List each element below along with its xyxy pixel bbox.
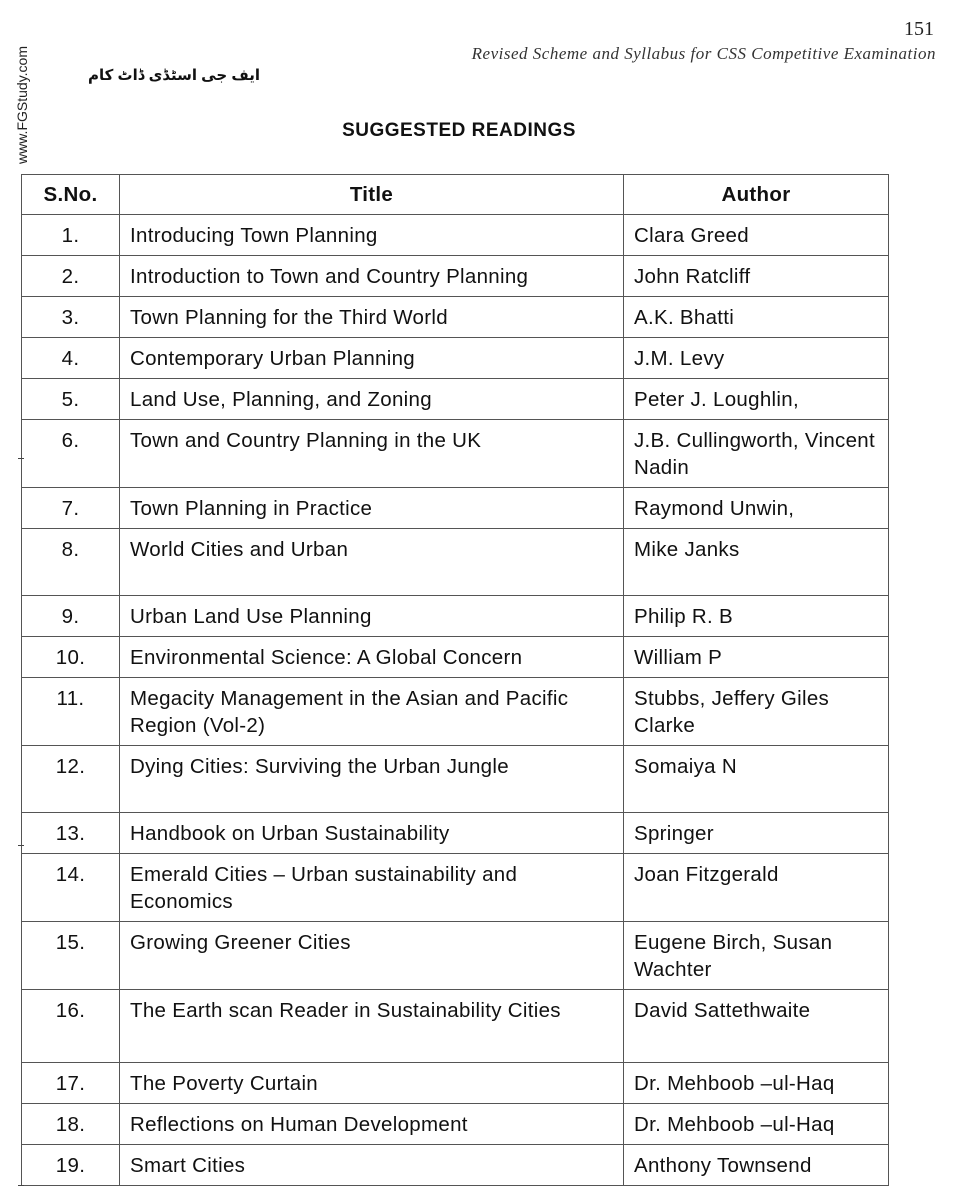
row-sno: 15. <box>22 922 120 990</box>
table-row <box>22 990 889 1063</box>
row-author: David Sattethwaite <box>624 990 889 1063</box>
row-title: Emerald Cities – Urban sustainability and Economics <box>120 854 624 922</box>
table-row <box>22 637 889 678</box>
table-body <box>22 215 889 1186</box>
row-title: World Cities and Urban <box>120 529 624 596</box>
table-row <box>22 854 889 922</box>
row-author: A.K. Bhatti <box>624 297 889 338</box>
row-title: The Poverty Curtain <box>120 1063 624 1104</box>
row-title: Reflections on Human Development <box>120 1104 624 1145</box>
table-row <box>22 746 889 813</box>
margin-tick <box>18 845 24 846</box>
row-sno: 2. <box>22 256 120 297</box>
table-row <box>22 420 889 488</box>
row-sno: 13. <box>22 813 120 854</box>
table-row <box>22 1063 889 1104</box>
row-sno: 10. <box>22 637 120 678</box>
running-header: Revised Scheme and Syllabus for CSS Competitive Examination <box>471 44 936 63</box>
row-author: Dr. Mehboob –ul-Haq <box>624 1063 889 1104</box>
row-title: Handbook on Urban Sustainability <box>120 813 624 854</box>
row-sno: 3. <box>22 297 120 338</box>
row-author: Stubbs, Jeffery Giles Clarke <box>624 678 889 746</box>
row-sno: 12. <box>22 746 120 813</box>
row-title: Growing Greener Cities <box>120 922 624 990</box>
table-row <box>22 813 889 854</box>
row-author: Eugene Birch, Susan Wachter <box>624 922 889 990</box>
table-row <box>22 1145 889 1186</box>
row-sno: 9. <box>22 596 120 637</box>
row-title: Environmental Science: A Global Concern <box>120 637 624 678</box>
row-sno: 16. <box>22 990 120 1063</box>
row-author: Joan Fitzgerald <box>624 854 889 922</box>
row-sno: 17. <box>22 1063 120 1104</box>
table-row <box>22 529 889 596</box>
row-title: Megacity Management in the Asian and Pacific Region (Vol-2) <box>120 678 624 746</box>
row-author: J.M. Levy <box>624 338 889 379</box>
row-sno: 6. <box>22 420 120 488</box>
row-author: Somaiya N <box>624 746 889 813</box>
readings-table <box>21 174 889 1186</box>
table-row <box>22 338 889 379</box>
table-row <box>22 678 889 746</box>
row-author: Clara Greed <box>624 215 889 256</box>
row-author: John Ratcliff <box>624 256 889 297</box>
side-watermark: www.FGStudy.com <box>14 46 30 164</box>
row-title: Contemporary Urban Planning <box>120 338 624 379</box>
row-sno: 19. <box>22 1145 120 1186</box>
row-title: Town Planning in Practice <box>120 488 624 529</box>
row-sno: 8. <box>22 529 120 596</box>
row-author: Philip R. B <box>624 596 889 637</box>
row-author: Dr. Mehboob –ul-Haq <box>624 1104 889 1145</box>
table-row <box>22 379 889 420</box>
row-title: Town and Country Planning in the UK <box>120 420 624 488</box>
table-row <box>22 596 889 637</box>
row-sno: 18. <box>22 1104 120 1145</box>
row-author: Mike Janks <box>624 529 889 596</box>
row-author: Springer <box>624 813 889 854</box>
row-title: Dying Cities: Surviving the Urban Jungle <box>120 746 624 813</box>
row-sno: 7. <box>22 488 120 529</box>
table-header-row <box>22 175 889 215</box>
row-sno: 1. <box>22 215 120 256</box>
row-sno: 5. <box>22 379 120 420</box>
table-row <box>22 1104 889 1145</box>
row-title: Land Use, Planning, and Zoning <box>120 379 624 420</box>
row-title: Introducing Town Planning <box>120 215 624 256</box>
row-author: Raymond Unwin, <box>624 488 889 529</box>
column-header-sno: S.No. <box>22 175 120 215</box>
table-row <box>22 922 889 990</box>
row-author: J.B. Cullingworth, Vincent Nadin <box>624 420 889 488</box>
column-header-author: Author <box>624 175 889 215</box>
row-title: Town Planning for the Third World <box>120 297 624 338</box>
table-row <box>22 488 889 529</box>
column-header-title: Title <box>120 175 624 215</box>
section-heading: SUGGESTED READINGS <box>342 120 576 141</box>
row-title: The Earth scan Reader in Sustainability Cities <box>120 990 624 1063</box>
urdu-watermark: ایف جی اسٹڈی ڈاٹ کام <box>88 67 260 84</box>
table-row <box>22 256 889 297</box>
row-sno: 14. <box>22 854 120 922</box>
table-row <box>22 297 889 338</box>
row-author: William P <box>624 637 889 678</box>
page-number: 151 <box>904 18 934 40</box>
table-row <box>22 215 889 256</box>
row-title: Smart Cities <box>120 1145 624 1186</box>
row-sno: 11. <box>22 678 120 746</box>
row-author: Anthony Townsend <box>624 1145 889 1186</box>
row-title: Urban Land Use Planning <box>120 596 624 637</box>
margin-tick <box>18 1185 24 1186</box>
margin-tick <box>18 458 24 459</box>
row-title: Introduction to Town and Country Planning <box>120 256 624 297</box>
row-sno: 4. <box>22 338 120 379</box>
row-author: Peter J. Loughlin, <box>624 379 889 420</box>
